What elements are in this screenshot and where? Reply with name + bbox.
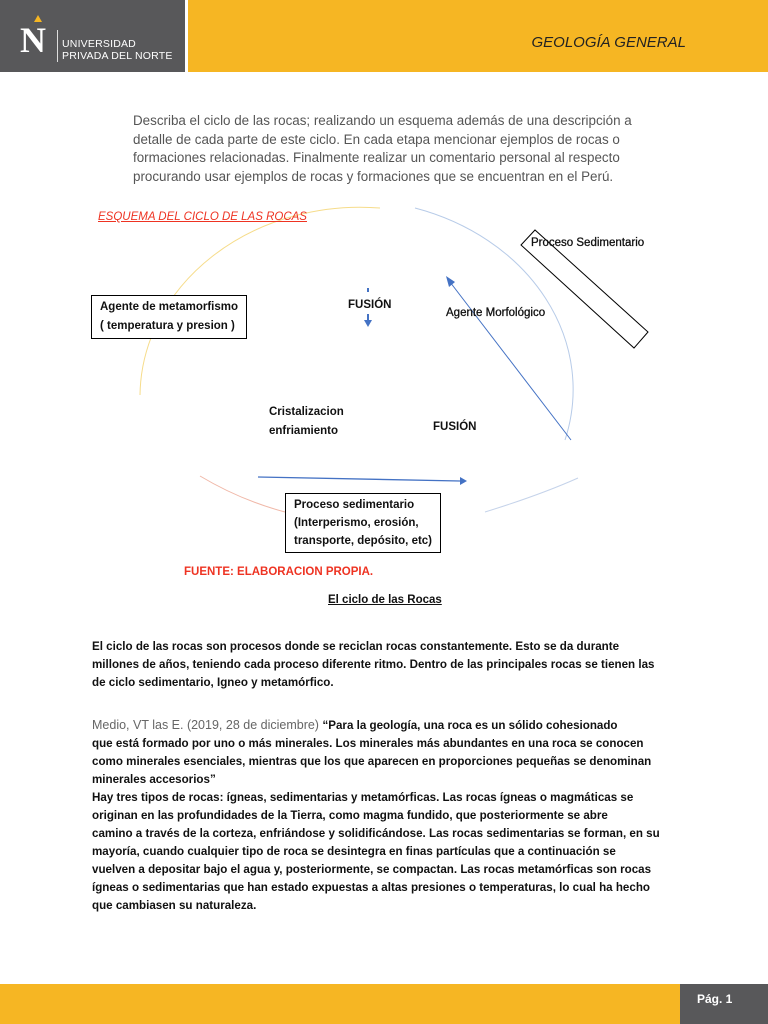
paragraph-line: que cambiasen su naturaleza. — [92, 899, 257, 912]
paragraph-line — [92, 716, 660, 735]
cycle-arc-red — [200, 476, 285, 512]
paragraph-line: originan en las profundidades de la Tierra, como magma fundido, que posteriormente se abre — [92, 809, 608, 822]
arrow-up-icon — [446, 276, 455, 287]
paragraph-line: vuelven a depositar bajo el agua y, posteriormente, se compactan. Las rocas metamórficas son rocas — [92, 863, 652, 876]
paragraph-line: millones de años, teniendo cada proceso diferente ritmo. Dentro de las principales rocas se tienen las — [92, 658, 655, 671]
cooling-line: enfriamiento — [269, 425, 339, 437]
prompt-line: formaciones relacionadas. Finalmente realizar un comentario personal al respecto — [133, 150, 620, 165]
paragraph-line: que está formado por uno o más minerales. Los minerales más abundantes en una roca se conocen — [92, 737, 644, 750]
cycle-arc-blue-bottom — [485, 478, 578, 512]
paragraph-line: mayoría, cuando cualquier tipo de roca se desintegra en finas partículas que a continuación se — [92, 845, 616, 858]
paragraph-line: ígneas o sedimentarias que han estado expuestas a altas presiones o temperaturas, lo cual ha hecho — [92, 881, 650, 894]
arrow-down-icon — [364, 320, 372, 327]
paragraph-line: camino a través de la corteza, enfriándose y solidificándose. Las rocas sedimentarias se forman, en su — [92, 827, 660, 840]
footer-bar — [0, 984, 768, 1024]
morphologic-agent-label: Agente Morfológico — [446, 307, 546, 319]
logo-mark: N — [20, 20, 46, 60]
fusion-label-bottom: FUSIÓN — [433, 421, 477, 433]
diagram-title: ESQUEMA DEL CICLO DE LAS ROCAS — [98, 211, 307, 223]
intro-paragraph — [92, 638, 654, 692]
course-title: GEOLOGÍA GENERAL — [531, 34, 686, 51]
arrow-right-icon — [460, 477, 467, 485]
section-caption: El ciclo de las Rocas — [328, 594, 442, 606]
sedimentary-process-label: Proceso Sedimentario — [531, 237, 645, 249]
quote-start: “Para la geología, una roca es un sólido cohesionado — [322, 719, 618, 732]
logo-line-2: PRIVADA DEL NORTE — [62, 50, 173, 62]
prompt-line: Describa el ciclo de las rocas; realizando un esquema además de una descripción a — [133, 113, 632, 128]
sedimentary-box-line: transporte, depósito, etc) — [294, 535, 433, 547]
paragraph-line: minerales accesorios” — [92, 773, 216, 786]
logo-line-1: UNIVERSIDAD — [62, 38, 136, 50]
fusion-label-top: FUSIÓN — [348, 299, 392, 311]
sedimentary-box-line: Proceso sedimentario — [294, 499, 415, 511]
quote-paragraph — [92, 716, 660, 915]
crystallization-label — [269, 403, 344, 441]
source-note: FUENTE: ELABORACION PROPIA. — [184, 566, 374, 578]
page-number: Pág. 1 — [697, 992, 733, 1006]
metamorphism-box — [91, 295, 247, 339]
paragraph-line: El ciclo de las rocas son procesos donde se reciclan rocas constantemente. Esto se da durante — [92, 640, 620, 653]
sediment-arrow — [258, 477, 460, 481]
paragraph-line: como minerales esenciales, mientras que los que aparecen en proporciones pequeñas se denominan — [92, 755, 652, 768]
metamorphism-label: Agente de metamorfismo — [100, 301, 239, 313]
citation: Medio, VT las E. (2019, 28 de diciembre) — [92, 718, 323, 732]
metamorphism-detail: ( temperatura y presion ) — [100, 320, 235, 332]
paragraph-line: de ciclo sedimentario, Igneo y metamórfico. — [92, 676, 334, 689]
paragraph-line: Hay tres tipos de rocas: ígneas, sedimentarias y metamórficas. Las rocas ígneas o magmáticas se — [92, 791, 634, 804]
crystallization-line: Cristalizacion — [269, 406, 344, 418]
sedimentary-box-line: (Interperismo, erosión, — [294, 517, 419, 529]
sedimentary-box — [285, 493, 441, 553]
prompt-line: procurando usar ejemplos de rocas y formaciones que se encuentran en el Perú. — [133, 168, 614, 184]
prompt-line: detalle de cada parte de este ciclo. En cada etapa mencionar ejemplos de rocas o — [133, 131, 620, 147]
